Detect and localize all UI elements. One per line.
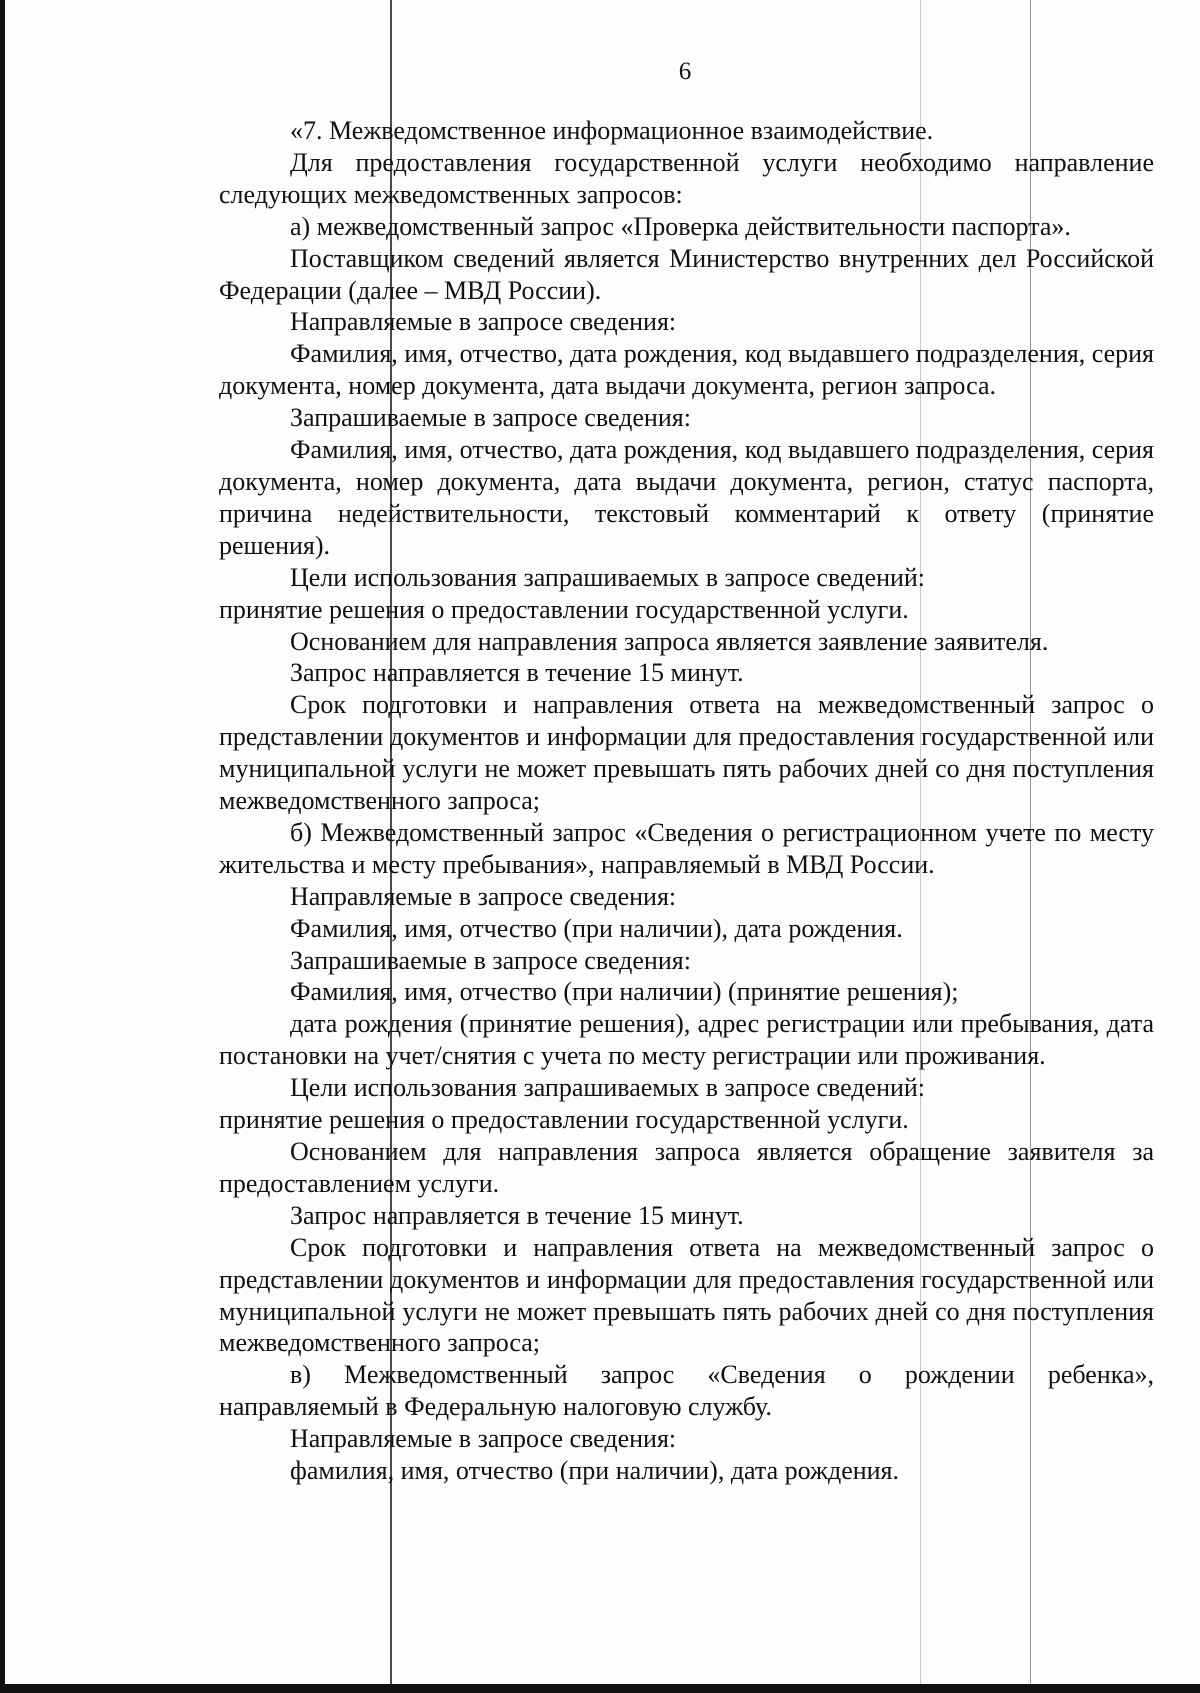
paragraph: принятие решения о предоставлении государственной услуги. xyxy=(219,594,909,624)
paragraph: Основанием для направления запроса является заявление заявителя. xyxy=(290,626,1049,656)
paragraph: Поставщиком сведений является Министерство внутренних дел Российской Федерации (далее – МВД России). xyxy=(219,243,1154,305)
paragraph: дата рождения (принятие решения), адрес регистрации или пребывания, дата постановки на учет/снятия с учета по месту регистрации или проживания. xyxy=(219,1009,1154,1071)
paragraph: а) межведомственный запрос «Проверка действительности паспорта». xyxy=(290,211,1071,241)
paragraph: Для предоставления государственной услуги необходимо направление следующих межведомственных запросов: xyxy=(219,147,1154,209)
paragraph: Направляемые в запросе сведения: xyxy=(290,307,677,337)
paragraph: Срок подготовки и направления ответа на межведомственный запрос о представлении документов и информации для предоставления государственной или муниципальной услуги не может превышать пять рабочих дней со дня поступления межведомственного запроса; xyxy=(219,690,1154,816)
paragraph: Запрос направляется в течение 15 минут. xyxy=(290,1200,744,1230)
paragraph: Фамилия, имя, отчество (при наличии) (принятие решения); xyxy=(290,977,959,1007)
scan-edge-bottom xyxy=(0,1684,1200,1693)
paragraph: Фамилия, имя, отчество, дата рождения, код выдавшего подразделения, серия документа, номер документа, дата выдачи документа, регион, статус паспорта, причина недействительности, текстовый комментарий к ответу (принятие решения). xyxy=(219,435,1154,560)
page-number: 6 xyxy=(678,58,692,85)
paragraph: Цели использования запрашиваемых в запросе сведений: xyxy=(290,562,926,592)
paragraph: Цели использования запрашиваемых в запросе сведений: xyxy=(290,1073,926,1103)
paragraph: принятие решения о предоставлении государственной услуги. xyxy=(219,1105,909,1135)
paragraph: в) Межведомственный запрос «Сведения о рождении ребенка», направляемый в Федеральную налоговую службу. xyxy=(219,1360,1154,1422)
paragraph: Основанием для направления запроса является обращение заявителя за предоставлением услуги. xyxy=(219,1137,1154,1198)
section-heading: «7. Межведомственное информационное взаимодействие. xyxy=(290,116,934,145)
paragraph: Фамилия, имя, отчество (при наличии), дата рождения. xyxy=(290,913,903,943)
paragraph: Запрашиваемые в запросе сведения: xyxy=(290,945,691,975)
paragraph: Направляемые в запросе сведения: xyxy=(290,881,677,911)
paragraph: Срок подготовки и направления ответа на межведомственный запрос о представлении документов и информации для предоставления государственной или муниципальной услуги не может превышать пять рабочих дней со дня поступления межведомственного запроса; xyxy=(219,1232,1154,1358)
paragraph: Запрашиваемые в запросе сведения: xyxy=(290,403,691,433)
paragraph: б) Межведомственный запрос «Сведения о регистрационном учете по месту жительства и месту пребывания», направляемый в МВД России. xyxy=(219,817,1154,879)
document-body xyxy=(219,115,1154,1487)
scan-edge-left xyxy=(0,0,5,1693)
paragraph: Направляемые в запросе сведения: xyxy=(290,1424,677,1454)
paragraph: фамилия, имя, отчество (при наличии), дата рождения. xyxy=(290,1456,900,1486)
paragraph: Фамилия, имя, отчество, дата рождения, код выдавшего подразделения, серия документа, номер документа, дата выдачи документа, регион запроса. xyxy=(219,339,1154,401)
paragraph: Запрос направляется в течение 15 минут. xyxy=(290,658,744,688)
